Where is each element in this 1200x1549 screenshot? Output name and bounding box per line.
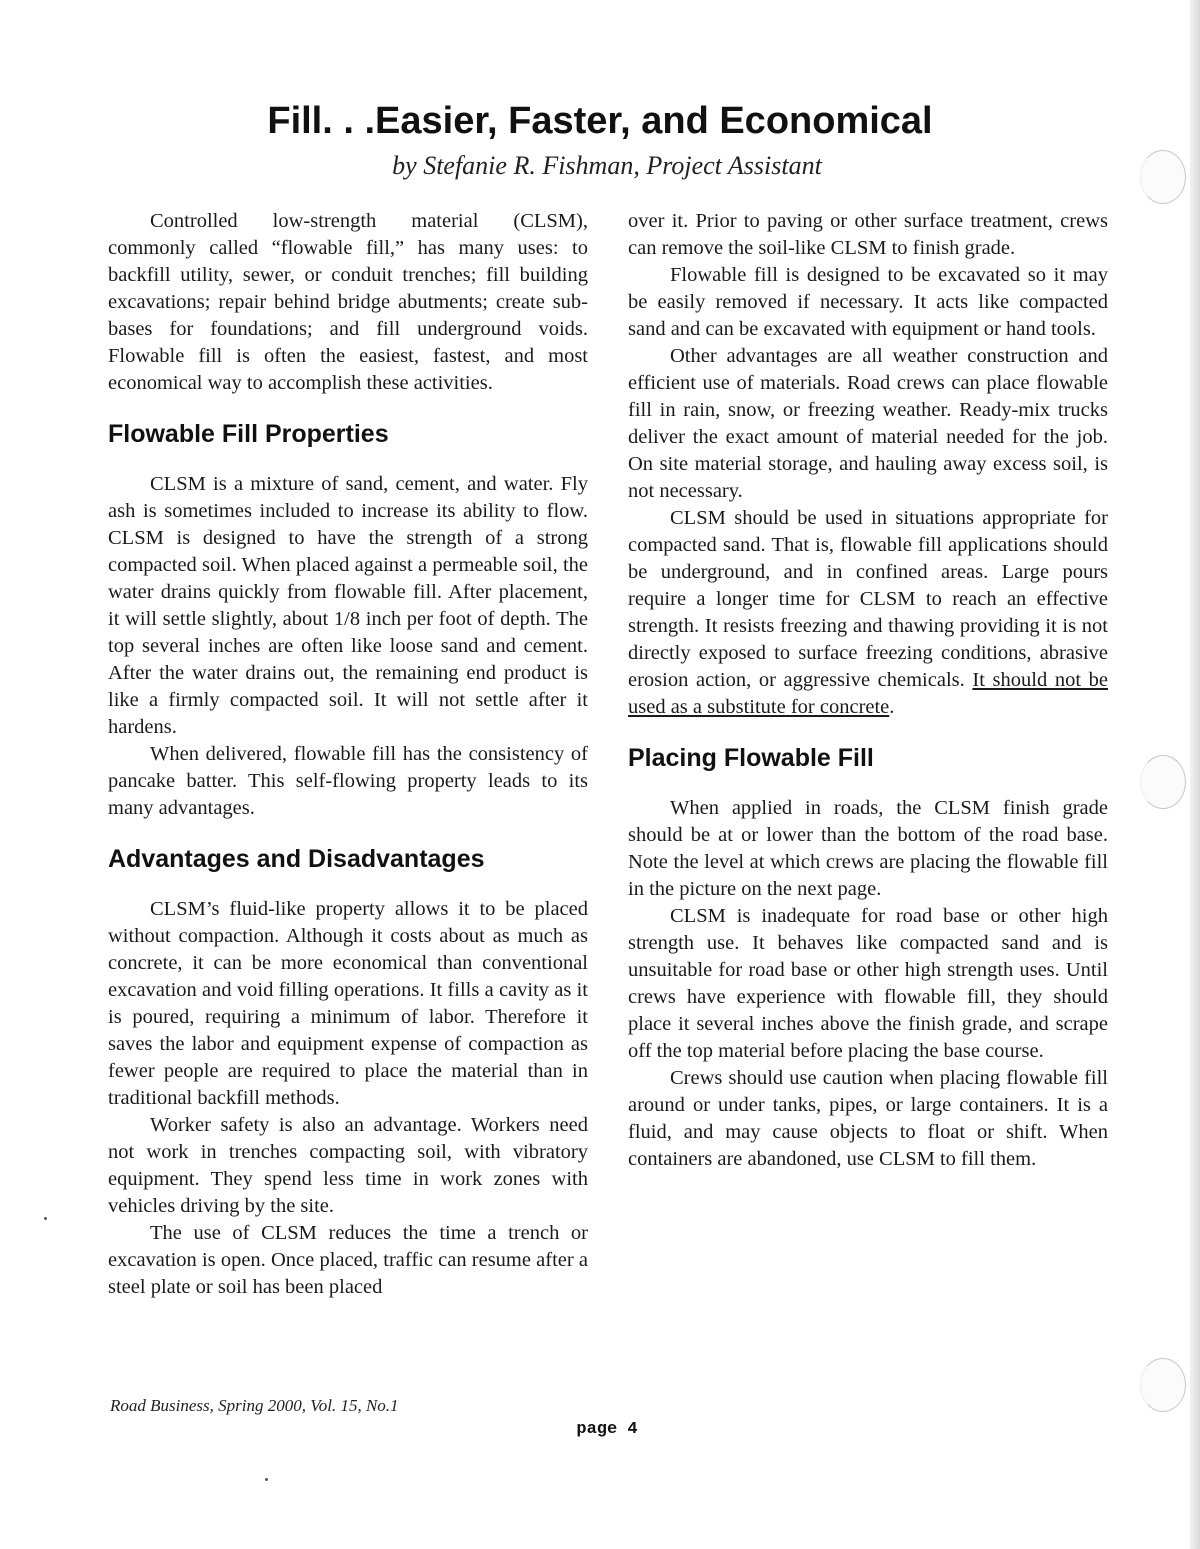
left-column (108, 208, 588, 1301)
body-paragraph: CLSM is a mixture of sand, cement, and water. Fly ash is sometimes included to increase its ability to flow. CLSM is designed to have the strength of a strong compacted soil. When placed against a permeable soil, the water drains quickly from flowable fill. After placement, it will settle slightly, about 1/8 inch per foot of depth. The top several inches are often like loose sand and cement. After the water drains out, the remaining end product is like a firmly compacted soil. It will not settle after it hardens. (108, 473, 588, 738)
body-paragraph: Flowable fill is designed to be excavated so it may be easily removed if necessary. It acts like compacted sand and can be excavated with equipment or hand tools. (628, 264, 1108, 340)
body-paragraph: Other advantages are all weather construction and efficient use of materials. Road crews can place flowable fill in rain, snow, or freezing weather. Ready-mix trucks deliver the exact amount of material needed for the job. On site material storage, and hauling away excess soil, is not necessary. (628, 345, 1108, 502)
body-paragraph: CLSM is inadequate for road base or other high strength use. It behaves like compacted sand and is unsuitable for road base or other high strength uses. Until crews have experience with flowable fill, they should place it several inches above the finish grade, and scrape off the top material before placing the base course. (628, 905, 1108, 1062)
right-column (628, 208, 1108, 1173)
article-title: Fill. . .Easier, Faster, and Economical (267, 100, 933, 142)
sentence-end: . (889, 696, 895, 718)
body-paragraph: CLSM’s fluid-like property allows it to be placed without compaction. Although it costs about as much as concrete, it can be more economical than conventional excavation and void filling operations. It fills a cavity as it is poured, requiring a minimum of labor. Therefore it saves the labor and equipment expense of compaction as fewer people are required to place the material than in traditional backfill methods. (108, 898, 588, 1109)
scan-speck (265, 1478, 268, 1481)
body-paragraph: Worker safety is also an advantage. Workers need not work in trenches compacting soil, with vibratory equipment. They spend less time in work zones with vehicles driving by the site. (108, 1114, 588, 1217)
body-paragraph: When applied in roads, the CLSM finish grade should be at or lower than the bottom of the road base. Note the level at which crews are placing the flowable fill in the picture on the next page. (628, 797, 1108, 900)
section-heading-advantages: Advantages and Disadvantages (108, 845, 485, 873)
publication-source: Road Business, Spring 2000, Vol. 15, No.1 (110, 1396, 399, 1415)
section-heading-placing: Placing Flowable Fill (628, 744, 874, 772)
scan-edge (1190, 0, 1200, 1549)
scan-speck (44, 1217, 47, 1220)
intro-paragraph: Controlled low-strength material (CLSM), commonly called “flowable fill,” has many uses: to backfill utility, sewer, or conduit trenches; fill building excavations; repair behind bridge abutments; create sub-bases for foundations; and fill underground voids. Flowable fill is often the easiest, fastest, and most economical way to accomplish these activities. (108, 210, 588, 394)
body-paragraph: When delivered, flowable fill has the consistency of pancake batter. This self-flowing property leads to its many advantages. (108, 743, 588, 819)
underlined-warning: It should not be used as a substitute for concrete (628, 669, 1108, 718)
punch-hole-middle (1140, 755, 1186, 809)
page-number: page 4 (576, 1420, 638, 1439)
body-text: CLSM should be used in situations appropriate for compacted sand. That is, flowable fill applications should be underground, and in confined areas. Large pours require a longer time for CLSM to reach an effective strength. It resists freezing and thawing providing it is not directly exposed to surface freezing conditions, abrasive erosion action, or aggressive chemicals. (628, 507, 1108, 691)
article-byline: by Stefanie R. Fishman, Project Assistant (392, 151, 822, 180)
body-paragraph: The use of CLSM reduces the time a trench or excavation is open. Once placed, traffic can resume after a steel plate or soil has been placed (108, 1222, 588, 1298)
body-paragraph (628, 505, 1108, 721)
punch-hole-bottom (1140, 1358, 1186, 1412)
body-paragraph: Crews should use caution when placing flowable fill around or under tanks, pipes, or large containers. It is a fluid, and may cause objects to float or shift. When containers are abandoned, use CLSM to fill them. (628, 1067, 1108, 1170)
continued-paragraph: over it. Prior to paving or other surface treatment, crews can remove the soil-like CLSM to finish grade. (628, 210, 1108, 259)
section-heading-properties: Flowable Fill Properties (108, 420, 389, 448)
